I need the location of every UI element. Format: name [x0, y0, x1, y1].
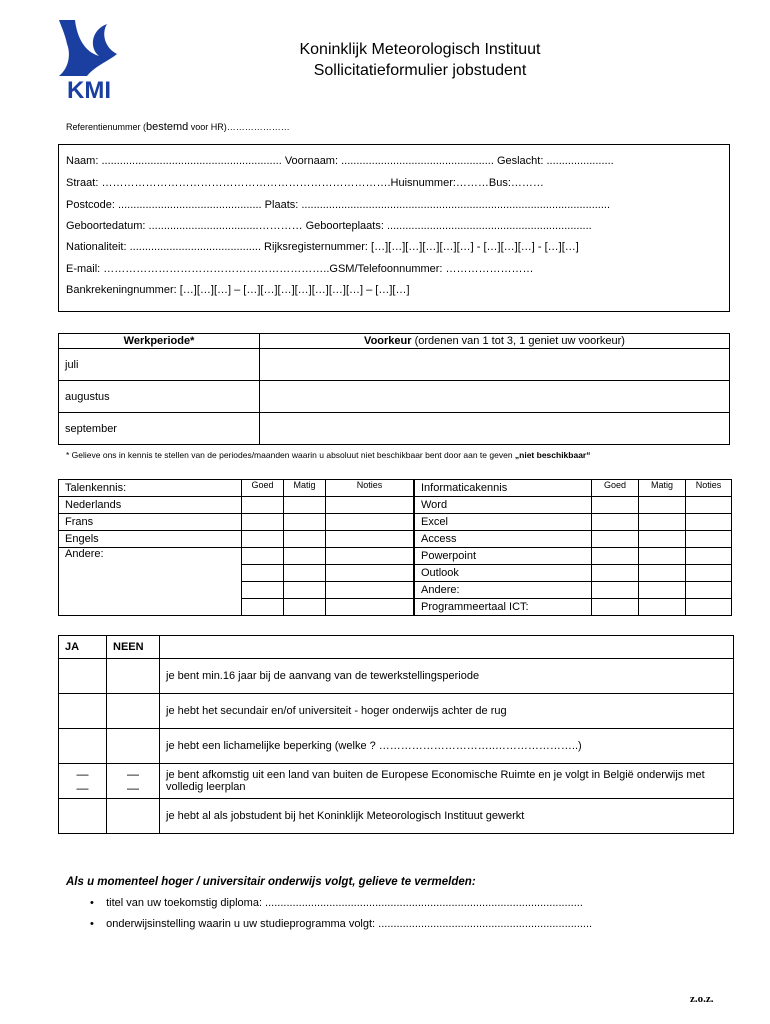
- ict-powerpoint: Powerpoint: [415, 548, 592, 565]
- checkbox-cell[interactable]: [686, 582, 732, 599]
- yes-header: JA: [59, 636, 107, 659]
- education-question: Als u momenteel hoger / universitair onderwijs volgt, gelieve te vermelden:: [66, 876, 476, 888]
- logo-text: KMI: [67, 77, 111, 100]
- ict-word: Word: [415, 497, 592, 514]
- checkbox-cell[interactable]: [592, 497, 639, 514]
- ict-programming[interactable]: Programmeertaal ICT:: [415, 599, 592, 616]
- checkbox-cell[interactable]: [326, 514, 414, 531]
- language-frans: Frans: [59, 514, 242, 531]
- birth-line[interactable]: Geboortedatum: ....................................………… Geboorteplaats: ...................................................................: [66, 220, 592, 232]
- kmi-logo: [55, 18, 125, 100]
- checkbox-cell[interactable]: [326, 565, 414, 582]
- institution-line[interactable]: onderwijsinstelling waarin u uw studieprogramma volgt: ......................................................................: [106, 918, 593, 930]
- no-cell[interactable]: [107, 729, 160, 764]
- no-cell[interactable]: [107, 694, 160, 729]
- checkbox-cell[interactable]: [242, 497, 284, 514]
- logo-swirl: [59, 20, 117, 76]
- no-header: NEEN: [107, 636, 160, 659]
- checkbox-cell[interactable]: [592, 514, 639, 531]
- checkbox-cell[interactable]: [592, 599, 639, 616]
- statement-disability: je hebt een lichamelijke beperking (welke ? …………………………..…………………..): [160, 729, 734, 764]
- bullet-dot-icon: •: [90, 897, 94, 909]
- checkbox-cell[interactable]: [284, 548, 326, 565]
- checkbox-cell[interactable]: [284, 565, 326, 582]
- workperiod-header: Werkperiode*: [59, 334, 260, 349]
- reference-number-line: [66, 121, 290, 133]
- checkbox-cell[interactable]: [284, 497, 326, 514]
- checkbox-cell[interactable]: [639, 514, 686, 531]
- checkbox-cell[interactable]: [284, 531, 326, 548]
- street-line[interactable]: Straat: …………………………………………………………………….Huisnummer:………Bus:………: [66, 177, 544, 189]
- checkbox-cell[interactable]: [242, 514, 284, 531]
- ict-skills-table: [414, 479, 732, 616]
- checkbox-cell[interactable]: [639, 565, 686, 582]
- diploma-line[interactable]: titel van uw toekomstig diploma: ........................................................................................................: [106, 897, 583, 909]
- ict-other[interactable]: Andere:: [415, 582, 592, 599]
- bullet-dot-icon: •: [90, 918, 94, 930]
- checkbox-cell[interactable]: [639, 497, 686, 514]
- no-cell[interactable]: [107, 799, 160, 834]
- checkbox-cell[interactable]: [326, 548, 414, 565]
- checkbox-cell[interactable]: [592, 548, 639, 565]
- bullet-diploma[interactable]: [90, 897, 583, 909]
- page-turn-note: z.o.z.: [690, 993, 714, 1005]
- language-skills-table: [58, 479, 414, 616]
- ict-col-mid: Matig: [639, 480, 686, 497]
- form-title: Sollicitatieformulier jobstudent: [313, 62, 527, 79]
- language-nederlands: Nederlands: [59, 497, 242, 514]
- preference-cell-augustus[interactable]: [260, 381, 730, 413]
- postcode-line[interactable]: Postcode: ............................................... Plaats: .....................................................................................................: [66, 199, 611, 211]
- yes-cell[interactable]: [59, 659, 107, 694]
- no-cell-dashes[interactable]: — —: [107, 764, 160, 799]
- language-other[interactable]: Andere:: [59, 548, 242, 616]
- language-col-notes: Noties: [326, 480, 414, 497]
- availability-note: * Gelieve ons in kennis te stellen van de periodes/maanden waarin u absoluut niet beschikbaar bent door aan te geven „niet beschikbaar“: [66, 450, 591, 460]
- statement-age: je bent min.16 jaar bij de aanvang van de tewerkstellingsperiode: [160, 659, 734, 694]
- preference-cell-september[interactable]: [260, 413, 730, 445]
- nationality-line[interactable]: Nationaliteit: ........................................... Rijksregisternummer: […][…][…][…][…][…] - […][…][…] - […][…]: [66, 241, 579, 253]
- ict-col-notes: Noties: [686, 480, 732, 497]
- checkbox-cell[interactable]: [686, 599, 732, 616]
- yes-cell[interactable]: [59, 694, 107, 729]
- statement-education: je hebt het secundair en/of universiteit - hoger onderwijs achter de rug: [160, 694, 734, 729]
- checkbox-cell[interactable]: [592, 582, 639, 599]
- statement-header: [160, 636, 734, 659]
- checkbox-cell[interactable]: [242, 548, 284, 565]
- checkbox-cell[interactable]: [592, 531, 639, 548]
- checkbox-cell[interactable]: [686, 531, 732, 548]
- checkbox-cell[interactable]: [686, 548, 732, 565]
- checkbox-cell[interactable]: [639, 531, 686, 548]
- checkbox-cell[interactable]: [686, 565, 732, 582]
- preference-header: Voorkeur (ordenen van 1 tot 3, 1 geniet uw voorkeur): [260, 334, 730, 349]
- preference-cell-juli[interactable]: [260, 349, 730, 381]
- language-col-good: Goed: [242, 480, 284, 497]
- checkbox-cell[interactable]: [639, 582, 686, 599]
- checkbox-cell[interactable]: [242, 531, 284, 548]
- statement-previous-job: je hebt al als jobstudent bij het Koninklijk Meteorologisch Instituut gewerkt: [160, 799, 734, 834]
- language-engels: Engels: [59, 531, 242, 548]
- checkbox-cell[interactable]: [242, 582, 284, 599]
- bank-account-line[interactable]: Bankrekeningnummer: […][…][…] – […][…][…][…][…][…][…] – […][…]: [66, 284, 410, 296]
- checkbox-cell[interactable]: [326, 599, 414, 616]
- month-augustus: augustus: [59, 381, 260, 413]
- language-col-mid: Matig: [284, 480, 326, 497]
- name-line[interactable]: Naam: ........................................................... Voornaam: .................................................. Geslacht: ......................: [66, 155, 614, 167]
- yes-cell[interactable]: [59, 729, 107, 764]
- checkbox-cell[interactable]: [592, 565, 639, 582]
- checkbox-cell[interactable]: [284, 514, 326, 531]
- ict-access: Access: [415, 531, 592, 548]
- checkbox-cell[interactable]: [284, 582, 326, 599]
- statement-eer: je bent afkomstig uit een land van buiten de Europese Economische Ruimte en je volgt in België onderwijs met volledig leerplan: [160, 764, 734, 799]
- yes-cell[interactable]: [59, 799, 107, 834]
- checkbox-cell[interactable]: [326, 497, 414, 514]
- checkbox-cell[interactable]: [242, 599, 284, 616]
- checkbox-cell[interactable]: [326, 531, 414, 548]
- checkbox-cell[interactable]: [639, 548, 686, 565]
- no-cell[interactable]: [107, 659, 160, 694]
- checkbox-cell[interactable]: [686, 514, 732, 531]
- yes-no-table: [58, 635, 734, 834]
- bullet-institution[interactable]: [90, 918, 592, 930]
- ict-outlook: Outlook: [415, 565, 592, 582]
- month-september: september: [59, 413, 260, 445]
- reference-bestemd: bestemd: [146, 121, 189, 133]
- reference-prefix: Referentienummer (: [66, 122, 147, 132]
- work-period-table: [58, 333, 730, 445]
- ict-header: Informaticakennis: [415, 480, 592, 497]
- yes-cell-dashes[interactable]: — —: [59, 764, 107, 799]
- checkbox-cell[interactable]: [242, 565, 284, 582]
- checkbox-cell[interactable]: [284, 599, 326, 616]
- email-line[interactable]: E-mail: ……………………………………………………..GSM/Telefoonnummer: ……………………: [66, 263, 534, 275]
- checkbox-cell[interactable]: [326, 582, 414, 599]
- ict-col-good: Goed: [592, 480, 639, 497]
- ict-excel: Excel: [415, 514, 592, 531]
- month-juli: juli: [59, 349, 260, 381]
- checkbox-cell[interactable]: [639, 599, 686, 616]
- checkbox-cell[interactable]: [686, 497, 732, 514]
- language-header: Talenkennis:: [59, 480, 242, 497]
- institute-title: Koninklijk Meteorologisch Instituut: [299, 41, 541, 58]
- reference-suffix: voor HR)…………………: [188, 122, 290, 132]
